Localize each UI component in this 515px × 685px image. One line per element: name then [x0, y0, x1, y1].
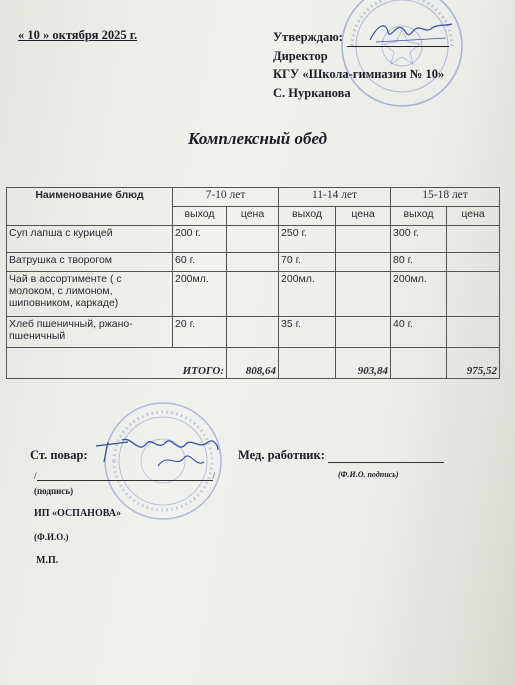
total-price: 903,84 — [336, 348, 391, 379]
portion-cell: 200 г. — [173, 226, 227, 253]
price-cell — [336, 317, 391, 348]
med-worker-block — [238, 448, 444, 463]
portion-cell: 40 г. — [391, 317, 447, 348]
signature-hint: (подпись) — [34, 486, 74, 496]
director-name: С. Нурканова — [273, 85, 351, 100]
dish-name: Хлеб пшеничный, ржано-пшеничный — [7, 317, 173, 348]
price-header: цена — [447, 207, 500, 226]
dish-name: Ватрушка с творогом — [7, 253, 173, 272]
portion-cell: 200мл. — [173, 272, 227, 317]
price-cell — [447, 272, 500, 317]
table-row — [7, 253, 500, 272]
total-price: 808,64 — [227, 348, 279, 379]
table-row — [7, 272, 500, 317]
portion-header: выход — [279, 207, 336, 226]
approve-signature-line — [347, 34, 449, 47]
price-cell — [227, 272, 279, 317]
portion-cell: 250 г. — [279, 226, 336, 253]
cook-signature — [92, 432, 222, 472]
price-header: цена — [227, 207, 279, 226]
price-cell — [227, 226, 279, 253]
organization-name: КГУ «Школа-гимназия № 10» — [273, 67, 445, 81]
director-title: Директор — [273, 48, 328, 63]
price-cell — [227, 317, 279, 348]
approval-block — [273, 28, 449, 102]
total-price: 975,52 — [447, 348, 500, 379]
document-date: « 10 » октября 2025 г. — [18, 28, 138, 42]
portion-cell: 35 г. — [279, 317, 336, 348]
price-header: цена — [336, 207, 391, 226]
cook-label: Ст. повар: — [30, 448, 88, 462]
age-group-header: 7-10 лет — [173, 188, 279, 207]
portion-cell: 80 г. — [391, 253, 447, 272]
cook-signature-line: / / — [34, 471, 216, 481]
fio-hint: (Ф.И.О.) — [34, 532, 69, 542]
portion-cell: 60 г. — [173, 253, 227, 272]
price-cell — [336, 272, 391, 317]
dish-name: Суп лапша с курицей — [7, 226, 173, 253]
portion-header: выход — [391, 207, 447, 226]
company-name: ИП «ОСПАНОВА» — [34, 508, 121, 519]
table-row — [7, 317, 500, 348]
total-label: ИТОГО: — [7, 348, 227, 379]
portion-header: выход — [173, 207, 227, 226]
page-title: Комплексный обед — [187, 129, 328, 148]
portion-cell: 20 г. — [173, 317, 227, 348]
menu-table — [6, 187, 500, 379]
table-row — [7, 226, 500, 253]
portion-cell: 200мл. — [391, 272, 447, 317]
price-cell — [447, 317, 500, 348]
fio-signature-hint: (Ф.И.О. подпись) — [338, 470, 399, 479]
price-cell — [447, 226, 500, 253]
price-cell — [447, 253, 500, 272]
med-worker-signature-line — [328, 450, 444, 463]
stamp-place-label: М.П. — [36, 555, 59, 566]
dish-name: Чай в ассортименте ( с молоком, с лимоном, шиповником, каркаде) — [7, 272, 173, 317]
total-row — [7, 348, 500, 379]
approve-label: Утверждаю: — [273, 30, 343, 44]
age-group-header: 15-18 лет — [391, 188, 500, 207]
price-cell — [336, 226, 391, 253]
portion-cell: 300 г. — [391, 226, 447, 253]
total-portion-cell — [391, 348, 447, 379]
price-cell — [336, 253, 391, 272]
age-group-header: 11-14 лет — [279, 188, 391, 207]
column-header-dish: Наименование блюд — [7, 188, 173, 226]
price-cell — [227, 253, 279, 272]
med-worker-label: Мед. работник: — [238, 448, 325, 462]
total-portion-cell — [279, 348, 336, 379]
portion-cell: 70 г. — [279, 253, 336, 272]
portion-cell: 200мл. — [279, 272, 336, 317]
